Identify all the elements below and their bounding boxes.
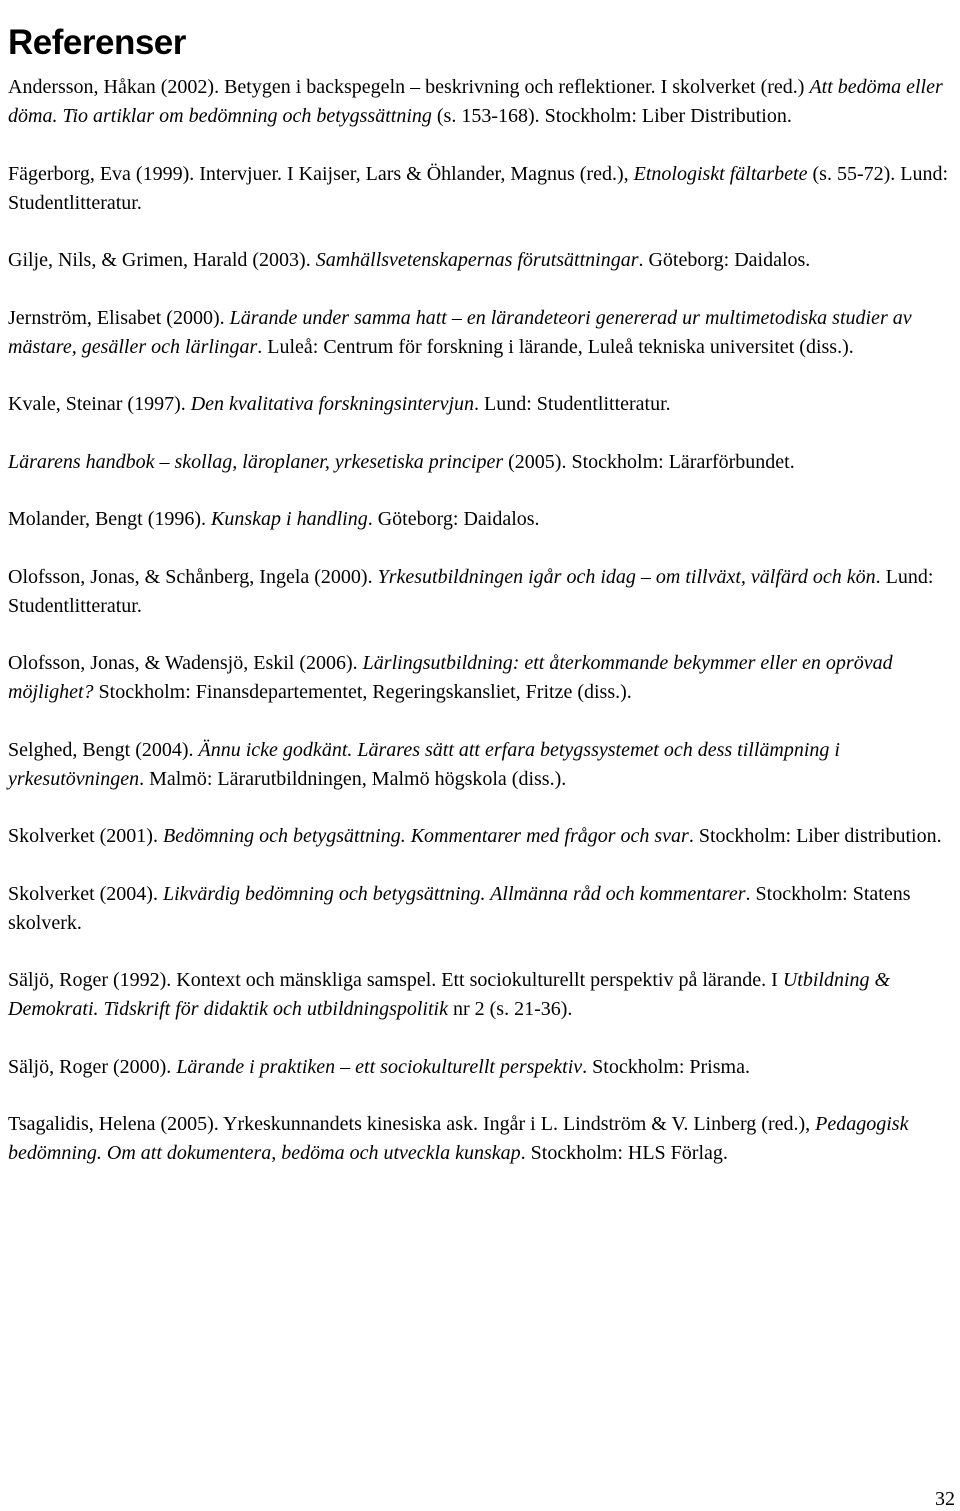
page-number: 32	[935, 1488, 955, 1510]
reference-title: Pedagogisk bedömning. Om att dokumentera, bedöma och utveckla kunskap	[8, 1113, 909, 1164]
reference-entry	[8, 649, 953, 707]
reference-text: . Malmö: Lärarutbildningen, Malmö högskola (diss.).	[139, 767, 567, 790]
reference-text: Fägerborg, Eva (1999). Intervjuer. I Kaijser, Lars & Öhlander, Magnus (red.),	[8, 162, 634, 185]
reference-text: . Stockholm: Prisma.	[582, 1055, 750, 1078]
reference-text: Kvale, Steinar (1997).	[8, 393, 191, 415]
reference-text: Jernström, Elisabet (2000).	[8, 306, 230, 329]
reference-entry	[8, 73, 953, 131]
reference-entry	[8, 736, 953, 794]
reference-entry	[8, 505, 953, 534]
reference-text: Säljö, Roger (1992). Kontext och mänskliga samspel. Ett sociokulturellt perspektiv på lärande. I	[8, 969, 783, 991]
reference-title: Utbildning & Demokrati. Tidskrift för didaktik och utbildningspolitik	[8, 969, 891, 1020]
reference-text: Skolverket (2004).	[8, 882, 163, 905]
reference-text: . Stockholm: HLS Förlag.	[520, 1142, 728, 1164]
reference-title: Likvärdig bedömning och betygsättning. Allmänna råd och kommentarer	[162, 882, 746, 905]
reference-text: . Stockholm: Liber distribution.	[688, 825, 942, 847]
reference-text: . Göteborg: Daidalos.	[638, 249, 811, 271]
reference-text: (2005). Stockholm: Lärarförbundet.	[503, 450, 795, 473]
reference-text: . Stockholm: Statens skolverk.	[8, 882, 911, 934]
reference-entry	[8, 966, 953, 1024]
reference-entry	[8, 304, 953, 362]
reference-title: Den kvalitativa forskningsintervjun	[190, 393, 475, 415]
reference-text: Selghed, Bengt (2004).	[8, 738, 199, 761]
reference-list	[8, 73, 953, 1197]
reference-entry	[8, 390, 953, 419]
reference-title: Bedömning och betygsättning. Kommentarer med frågor och svar	[162, 825, 689, 847]
reference-title: Kunskap i handling	[211, 508, 368, 530]
page-heading: Referenser	[8, 23, 186, 63]
reference-entry	[8, 563, 953, 621]
reference-text: Olofsson, Jonas, & Wadensjö, Eskil (2006).	[8, 652, 363, 674]
reference-entry	[8, 1053, 953, 1082]
reference-text: . Göteborg: Daidalos.	[367, 508, 540, 530]
reference-title: Lärarens handbok – skollag, läroplaner, yrkesetiska principer	[8, 450, 504, 473]
reference-title: Ännu icke godkänt. Lärares sätt att erfara betygssystemet och dess tillämpning i yrkesutövningen	[8, 738, 840, 790]
reference-text: Skolverket (2001).	[8, 825, 163, 847]
reference-text: (s. 55-72). Lund: Studentlitteratur.	[8, 162, 949, 214]
reference-title: Etnologiskt fältarbete	[633, 162, 808, 185]
reference-text: (s. 153-168). Stockholm: Liber Distribution.	[431, 105, 792, 127]
reference-entry	[8, 448, 953, 477]
reference-text: . Lund: Studentlitteratur.	[8, 565, 934, 617]
reference-text: Olofsson, Jonas, & Schånberg, Ingela (2000).	[8, 565, 378, 588]
reference-text: . Luleå: Centrum för forskning i lärande, Luleå tekniska universitet (diss.).	[257, 335, 854, 358]
reference-text: Stockholm: Finansdepartementet, Regeringskansliet, Fritze (diss.).	[93, 681, 632, 703]
reference-title: Samhällsvetenskapernas förutsättningar	[315, 249, 639, 271]
reference-text: Tsagalidis, Helena (2005). Yrkeskunnandets kinesiska ask. Ingår i L. Lindström & V. Linberg (red.),	[8, 1113, 816, 1135]
reference-entry	[8, 1110, 953, 1168]
reference-text: nr 2 (s. 21-36).	[447, 998, 573, 1020]
reference-entry	[8, 160, 953, 218]
reference-title: Lärande under samma hatt – en lärandeteori genererad ur multimetodiska studier av mästare, gesäller och lärlingar	[8, 306, 912, 358]
reference-entry	[8, 246, 953, 275]
reference-title: Att bedöma eller döma. Tio artiklar om bedömning och betygssättning	[8, 76, 943, 127]
reference-text: Gilje, Nils, & Grimen, Harald (2003).	[8, 249, 316, 271]
reference-entry	[8, 822, 953, 851]
reference-title: Lärande i praktiken – ett sociokulturellt perspektiv	[176, 1055, 583, 1078]
reference-title: Lärlingsutbildning: ett återkommande bekymmer eller en oprövad möjlighet?	[8, 652, 893, 703]
reference-title: Yrkesutbildningen igår och idag – om tillväxt, välfärd och kön	[377, 565, 876, 588]
reference-text: Molander, Bengt (1996).	[8, 508, 212, 530]
reference-entry	[8, 880, 953, 938]
reference-text: . Lund: Studentlitteratur.	[474, 393, 671, 415]
reference-text: Säljö, Roger (2000).	[8, 1055, 177, 1078]
reference-text: Andersson, Håkan (2002). Betygen i backspegeln – beskrivning och reflektioner. I skolverket (red.)	[8, 76, 810, 98]
